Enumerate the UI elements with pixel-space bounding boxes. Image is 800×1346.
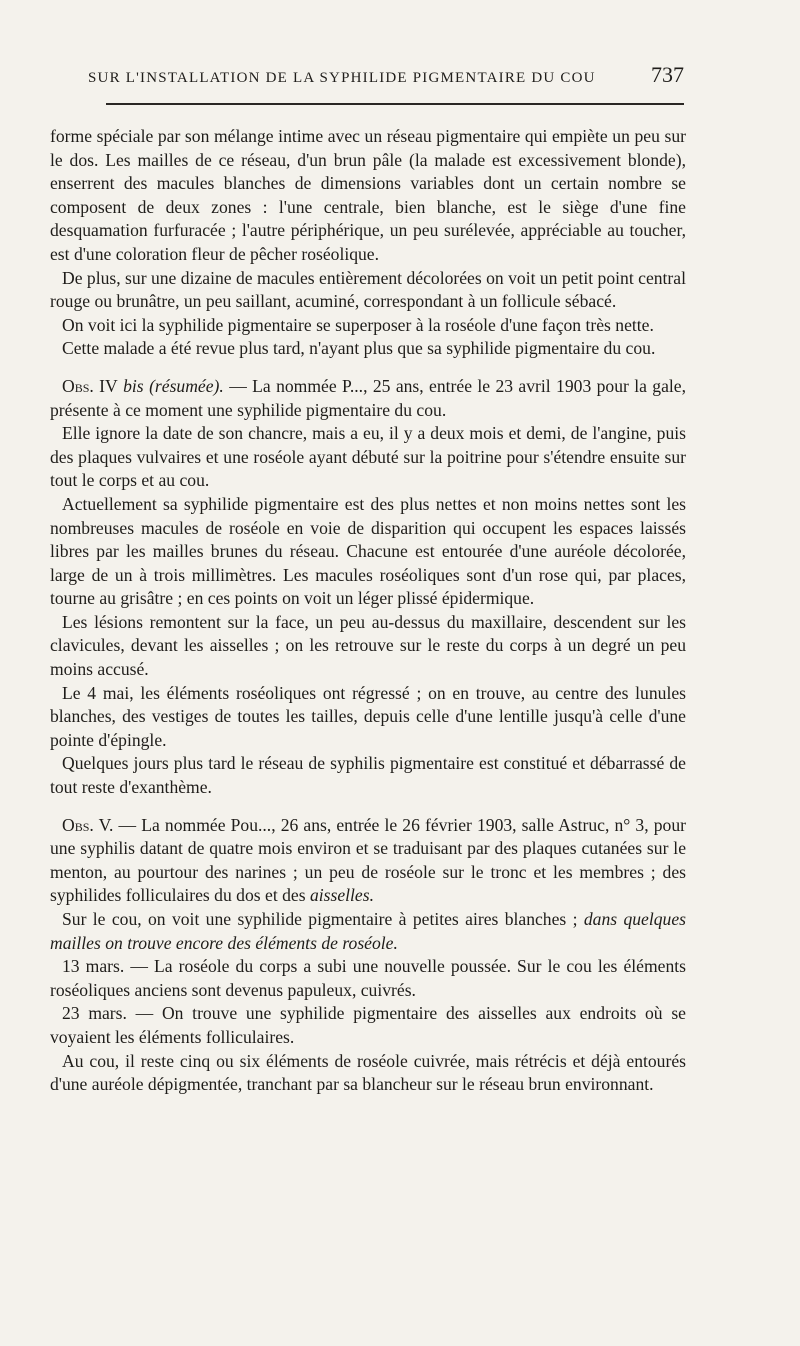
page-body [50,125,686,1097]
paragraph [50,908,686,955]
observation-text: — La nommée Pou..., 26 ans, entrée le 26 février 1903, salle Astruc, n° 3, pour une syphilis datant de quatre mois environ et se traduisant par des plaques cutanées sur le menton, au pourtour des narines ; un peu de roséole sur le tronc et les membres ; des syphilides folliculaires du dos et des [50,814,686,906]
observation-label: Obs. V. [62,814,114,835]
paragraph: Les lésions remontent sur la face, un peu au-dessus du maxillaire, descendent sur les clavicules, devant les aisselles ; on les retrouve sur le reste du corps à un degré un peu moins accusé. [50,611,686,680]
paragraph: Elle ignore la date de son chancre, mais a eu, il y a deux mois et demi, de l'angine, puis des plaques vulvaires et une roséole ayant débuté sur la poitrine pour s'étendre ensuite sur tout le corps et au cou. [50,423,686,491]
paragraph-italic: dans quelques mailles on trouve encore des éléments de roséole. [50,909,686,953]
paragraph: On voit ici la syphilide pigmentaire se superposer à la roséole d'une façon très nette. [62,314,654,335]
running-head [88,62,684,88]
observation-bis: bis [123,375,144,396]
page-number: 737 [651,62,684,87]
header-rule [106,103,684,105]
paragraph: Au cou, il reste cinq ou six éléments de roséole cuivrée, mais rétrécis et déjà entourés d'une auréole dépigmentée, tranchant par sa blancheur sur le réseau brun environnant. [50,1050,686,1095]
observation-v-heading [50,814,686,908]
paragraph: 13 mars. — La roséole du corps a subi une nouvelle poussée. Sur le cou les éléments roséoliques anciens sont devenus papuleux, cuivrés. [50,956,686,1000]
observation-label: Obs. IV [62,375,118,396]
observation-text: — La nommée P..., 25 ans, entrée le 23 avril 1903 pour la gale, présente à ce moment une syphilide pigmentaire du cou. [50,375,687,420]
observation-italic: aisselles. [309,885,374,906]
observation-resumee: (résumée). [149,375,224,396]
running-title: SUR L'INSTALLATION DE LA SYPHILIDE PIGMENTAIRE DU COU [88,70,596,86]
paragraph-text: Sur le cou, on voit une syphilide pigmentaire à petites aires blanches ; [62,909,584,929]
observation-iv-heading [50,375,686,422]
paragraph: Quelques jours plus tard le réseau de syphilis pigmentaire est constitué et débarrassé de tout reste d'exanthème. [50,753,686,798]
paragraph: De plus, sur une dizaine de macules entièrement décolorées on voit un petit point central rouge ou brunâtre, un peu saillant, acuminé, correspondant à un follicule sébacé. [50,267,686,312]
paragraph: 23 mars. — On trouve une syphilide pigmentaire des aisselles aux endroits où se voyaient les éléments folliculaires. [50,1003,686,1047]
paragraph: forme spéciale par son mélange intime avec un réseau pigmentaire qui empiète un peu sur le dos. Les mailles de ce réseau, d'un brun pâle (la malade est excessivement blonde), enserrent des macules blanches de dimensions variables dont un certain nombre se composent de deux zones : l'une centrale, bien blanche, est le siège d'une fine desquamation furfuracée ; l'autre périphérique, un peu surélevée, appréciable au toucher, est d'une coloration fleur de pêcher roséolique. [50,126,686,264]
paragraph: Actuellement sa syphilide pigmentaire est des plus nettes et non moins nettes sont les nombreuses macules de roséole en voie de disparition qui occupent les espaces laissés libres par les mailles brunes du réseau. Chacune est entourée d'une auréole décolorée, large de un à trois millimètres. Les macules roséoliques sont d'un rose qui, par places, tourne au grisâtre ; en ces points on voit un léger plissé épidermique. [50,493,686,609]
paragraph: Le 4 mai, les éléments roséoliques ont régressé ; on en trouve, au centre des lunules blanches, des vestiges de toutes les tailles, depuis celle d'une lentille jusqu'à celle d'une pointe d'épingle. [50,682,686,750]
paragraph: Cette malade a été revue plus tard, n'ayant plus que sa syphilide pigmentaire du cou. [62,338,656,359]
